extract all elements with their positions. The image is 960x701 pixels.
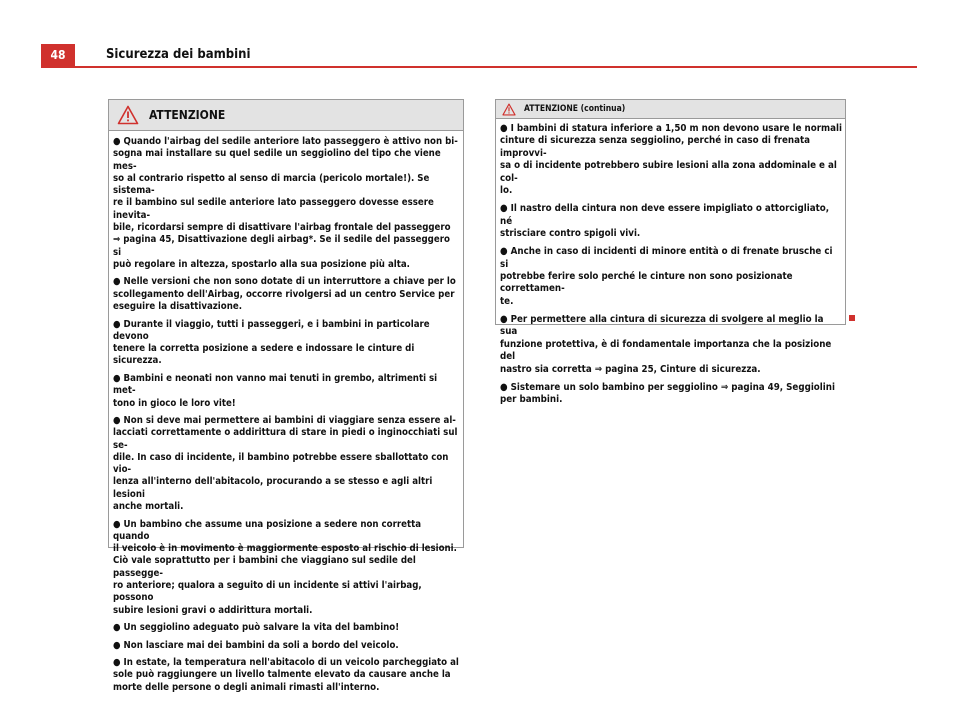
- warning-item: ● Un bambino che assume una posizione a sedere non corretta quando il veicolo è in movimento è maggiormente esposto al rischio di lesioni. Ciò vale soprattutto per i bambini che viaggiano sul sedile del passegge- ro anteriore; qualora a seguito di un incidente si attivi l'airbag, possono subire lesioni gravi o addirittura mortali.: [113, 518, 457, 616]
- warning-item: ● Durante il viaggio, tutti i passeggeri, e i bambini in particolare devono tenere la corretta posizione a sedere e indossare le cinture di sicurezza.: [113, 318, 430, 367]
- header-rule: [41, 66, 917, 68]
- warning-header: [109, 100, 463, 131]
- warning-box-left: [108, 99, 464, 693]
- warning-body: [109, 131, 463, 694]
- warning-item: ● Il nastro della cintura non deve essere impigliato o attorcigliato, né strisciare contro spigoli vivi.: [500, 203, 830, 240]
- warning-item: ● Non si deve mai permettere ai bambini di viaggiare senza essere al- lacciati correttamente o addirittura di stare in piedi o inginocchiati sul se- dile. In caso di incidente, il bambino potrebbe essere sballottato con vio- lenza all'interno dell'abitacolo, procurando a se stesso e agli altri lesioni anche mortali.: [113, 414, 458, 513]
- warning-item: ● Bambini e neonati non vanno mai tenuti in grembo, altrimenti si met- tono in gioco le loro vite!: [113, 372, 438, 409]
- warning-item: ● Sistemare un solo bambino per seggiolino ⇒ pagina 49, Seggiolini per bambini.: [500, 381, 835, 406]
- section-end-marker: [849, 315, 855, 321]
- warning-item: ● Quando l'airbag del sedile anteriore lato passeggero è attivo non bi- sogna mai installare su quel sedile un seggiolino del tipo che viene mes- so al contrario rispetto al senso di marcia (pericolo mortale!). Se sistema- re il bambino sul sedile anteriore lato passeggero dovesse essere inevita- bile, ricordarsi sempre di disattivare l'airbag frontale del passeggero ⇒ pagina 45, Disattivazione degli airbag*. Se il sedile del passeggero si può regolare in altezza, spostarlo alla sua posizione più alta.: [113, 136, 458, 270]
- warning-box-right: [495, 99, 846, 406]
- warning-triangle-icon: [502, 103, 516, 116]
- warning-triangle-icon: [117, 105, 139, 125]
- page-header: [41, 44, 917, 66]
- page-title: Sicurezza dei bambini: [106, 47, 251, 62]
- warning-item: ● Non lasciare mai dei bambini da soli a bordo del veicolo.: [113, 639, 399, 651]
- warning-item: ● Un seggiolino adeguato può salvare la vita del bambino!: [113, 622, 400, 634]
- warning-body: [496, 119, 845, 407]
- warning-item: ● Per permettere alla cintura di sicurezza di svolgere al meglio la sua funzione protettiva, è di fondamentale importanza che la posizione del nastro sia corretta ⇒ pagina 25, Cinture di sicurezza.: [500, 314, 832, 375]
- warning-item: ● I bambini di statura inferiore a 1,50 m non devono usare le normali cinture di sicurezza senza seggiolino, perché in caso di frenata improvvi- sa o di incidente potrebbero subire lesioni alla zona addominale e al col- lo.: [500, 123, 842, 197]
- warning-title: ATTENZIONE: [149, 108, 226, 122]
- warning-header: [496, 100, 845, 119]
- page-number: 48: [41, 44, 75, 66]
- warning-item: ● Nelle versioni che non sono dotate di un interruttore a chiave per lo scollegamento dell'Airbag, occorre rivolgersi ad un centro Service per eseguire la disattivazione.: [113, 276, 456, 313]
- warning-item: ● In estate, la temperatura nell'abitacolo di un veicolo parcheggiato al sole può raggiungere un livello talmente elevato da causare anche la morte delle persone o degli animali rimasti all'interno.: [113, 657, 459, 693]
- warning-item: ● Anche in caso di incidenti di minore entità o di frenate brusche ci si potrebbe ferire solo perché le cinture non sono posizionate correttamen- te.: [500, 246, 833, 307]
- warning-title: ATTENZIONE (continua): [524, 104, 626, 114]
